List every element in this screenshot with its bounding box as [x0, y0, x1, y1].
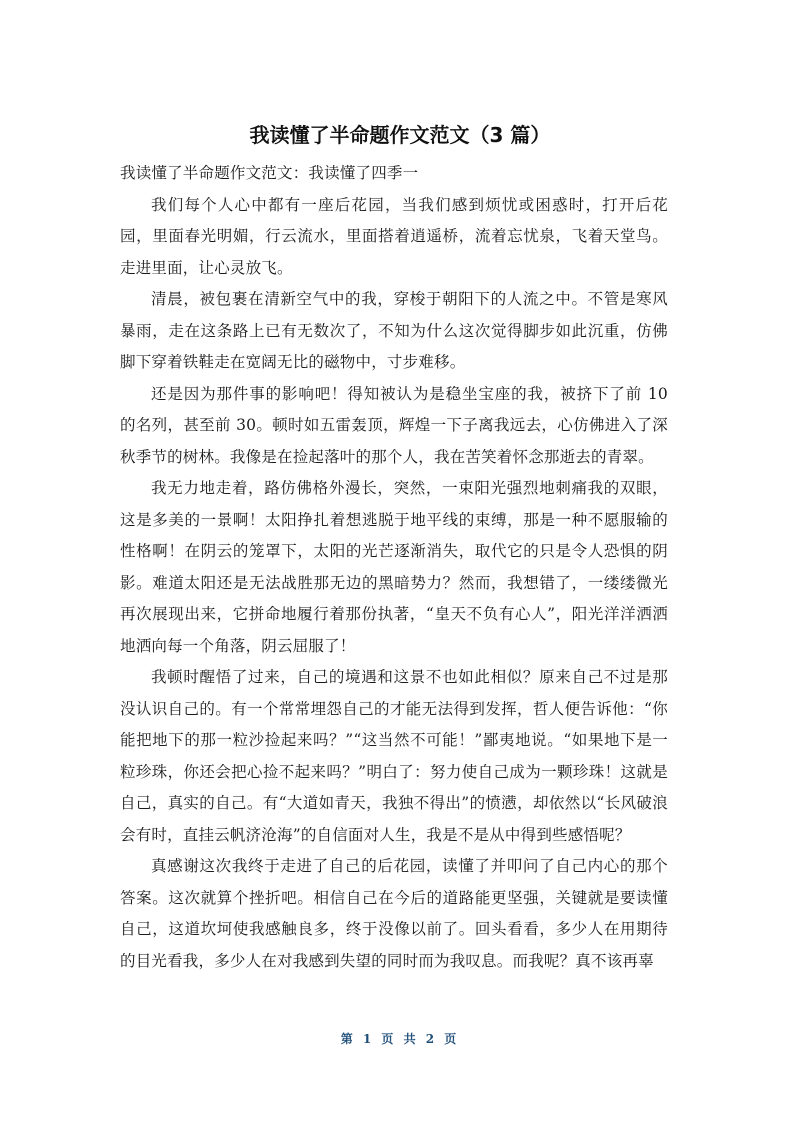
page-number-footer: 第 1 页 共 2 页: [340, 1032, 460, 1046]
page-title: 我读懂了半命题作文范文（3 篇）: [249, 123, 551, 147]
paragraph-6: 真感谢这次我终于走进了自己的后花园，读懂了并叩问了自己内心的那个答案。这次就算个挫折吧。相信自己在今后的道路能更坚强，关键就是要读懂自己，这道坎坷使我感触良多，终于没像以前了。回头看看，多少人在用期待的目光看我，多少人在对我感到失望的同时而为我叹息。而我呢？真不该再辜: [120, 857, 668, 970]
essay-subtitle: 我读懂了半命题作文范文：我读懂了四季一: [120, 164, 419, 182]
document-body: [120, 158, 668, 977]
paragraph-5: 我顿时醒悟了过来，自己的境遇和这景不也如此相似？原来自己不过是那没认识自己的。有一个常常埋怨自己的才能无法得到发挥，哲人便告诉他：“你能把地下的那一粒沙捡起来吗？”“这当然不可能！”鄙夷地说。“如果地下是一粒珍珠，你还会把心捡不起来吗？”明白了：努力使自己成为一颗珍珠！这就是自己，真实的自己。有“大道如青天，我独不得出”的愤懑，却依然以“长风破浪会有时，直挂云帆济沧海”的自信面对人生，我是不是从中得到些感悟呢？: [120, 668, 668, 844]
paragraph-1: 我们每个人心中都有一座后花园，当我们感到烦忧或困惑时，打开后花园，里面春光明媚，行云流水，里面搭着逍遥桥，流着忘忧泉，飞着天堂鸟。走进里面，让心灵放飞。: [120, 195, 668, 277]
paragraph-3: 还是因为那件事的影响吧！得知被认为是稳坐宝座的我，被挤下了前 10 的名列，甚至前 30。顿时如五雷轰顶，辉煌一下子离我远去，心仿佛进入了深秋季节的树林。我像是在捡起落叶的那个人，我在苦笑着怀念那逝去的青翠。: [120, 384, 668, 466]
paragraph-2: 清晨，被包裹在清新空气中的我，穿梭于朝阳下的人流之中。不管是寒风暴雨，走在这条路上已有无数次了，不知为什么这次觉得脚步如此沉重，仿佛脚下穿着铁鞋走在宽阔无比的磁物中，寸步难移。: [120, 290, 668, 371]
paragraph-4: 我无力地走着，路仿佛格外漫长，突然，一束阳光强烈地刺痛我的双眼，这是多美的一景啊！太阳挣扎着想逃脱于地平线的束缚，那是一种不愿服输的性格啊！在阴云的笼罩下，太阳的光芒逐渐消失，取代它的只是令人恐惧的阴影。难道太阳还是无法战胜那无边的黑暗势力？然而，我想错了，一缕缕微光再次展现出来，它拼命地履行着那份执著，“皇天不负有心人”，阳光洋洋洒洒地洒向每一个角落，阴云屈服了！: [120, 479, 668, 655]
